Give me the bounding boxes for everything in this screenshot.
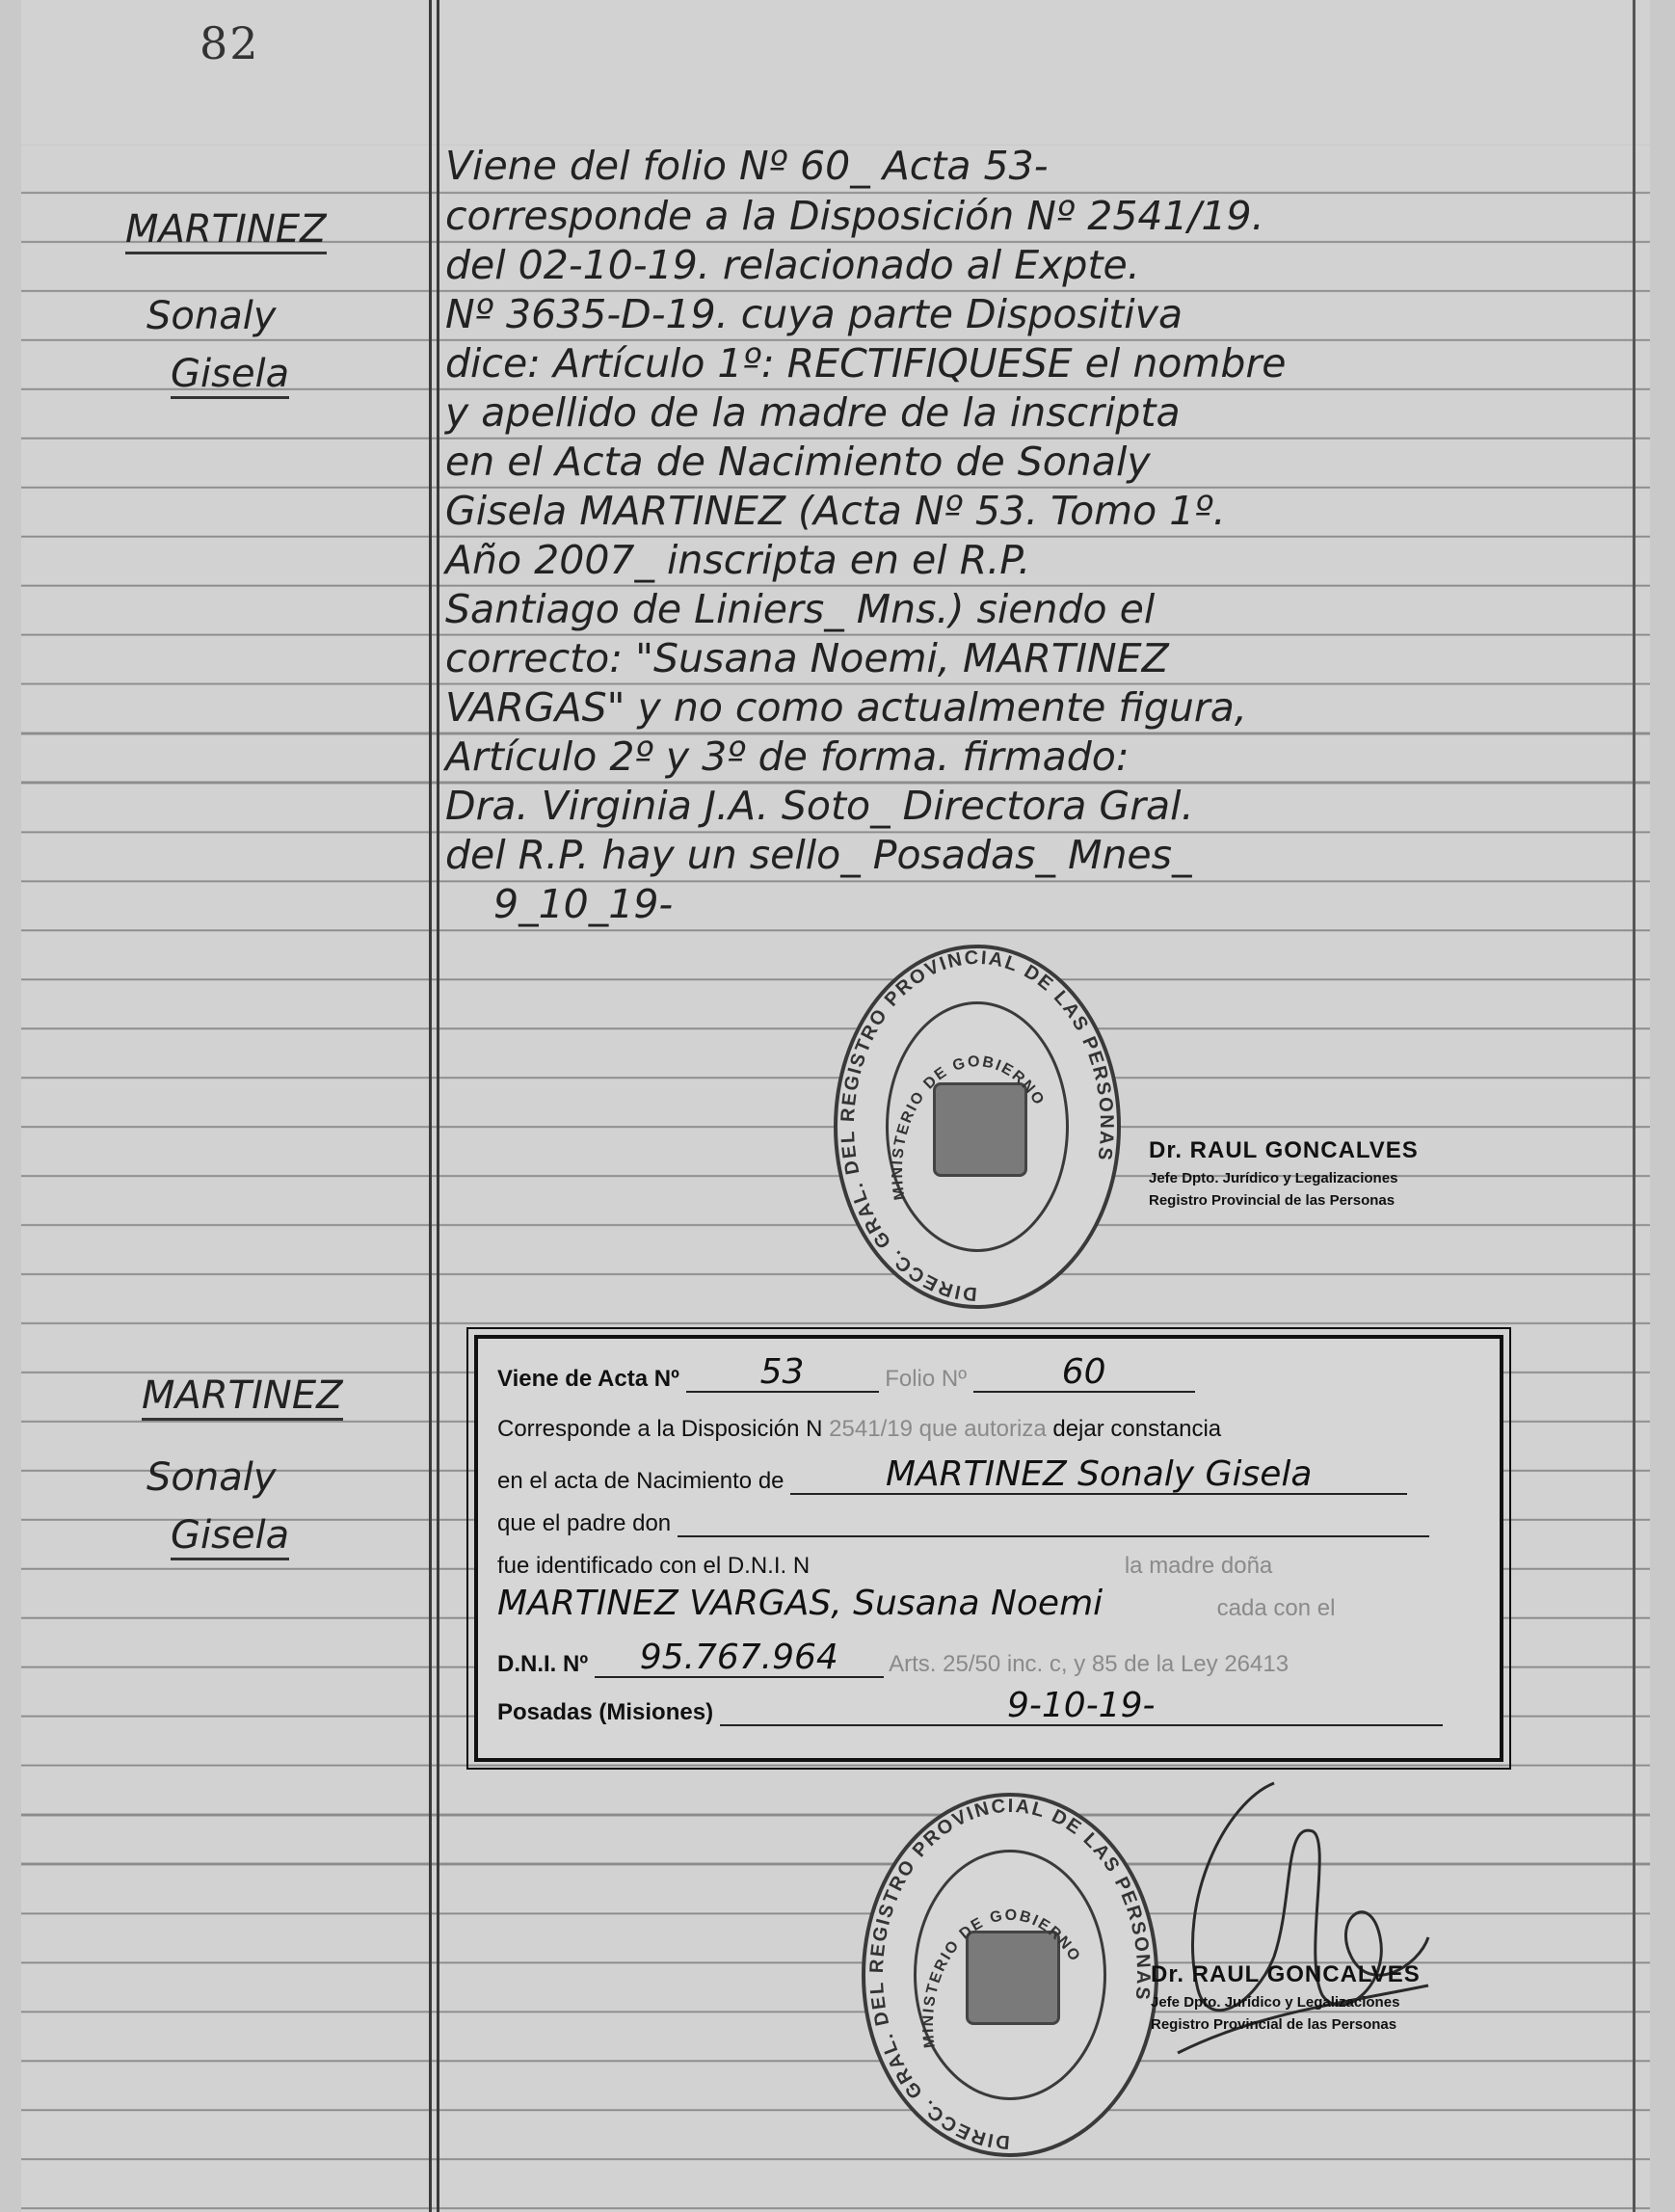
acta-label: Viene de Acta Nº (497, 1366, 679, 1392)
signature-block-2 (1151, 1961, 1421, 2033)
acta-value: 53 (686, 1354, 879, 1393)
entry2-margin-given-1: Sonaly (146, 1455, 277, 1500)
margin-divider-right (437, 0, 439, 2212)
stamp-ring-text (838, 948, 1117, 1305)
padre-label: que el padre don (497, 1510, 672, 1536)
note-line-1: Viene del folio Nº 60_ Acta 53- (445, 143, 1049, 189)
form-row-padre (497, 1510, 1484, 1537)
svg-text:MINISTERIO DE GOBIERNO (920, 1907, 1083, 2049)
signatory-name: Dr. RAUL GONCALVES (1149, 1137, 1419, 1163)
note-line-7: en el Acta de Nacimiento de Sonaly (445, 439, 1151, 485)
stamp-outer-text: DIRECC. GRAL. DEL REGISTRO PROVINCIAL DE LAS PERSONAS (838, 948, 1117, 1305)
form-row-dni (497, 1639, 1484, 1678)
stamp-inner-text: MINISTERIO DE GOBIERNO (919, 1906, 1084, 2049)
page-number: 82 (199, 17, 260, 69)
note-line-5: dice: Artículo 1º: RECTIFIQUESE el nombre (445, 340, 1287, 386)
entry1-margin-surname: MARTINEZ (125, 207, 327, 254)
entry2-margin-given-2: Gisela (171, 1513, 289, 1560)
note-line-16: 9_10_19- (493, 881, 674, 927)
folio-label: Folio Nº (885, 1366, 967, 1392)
note-line-6: y apellido de la madre de la inscripta (445, 389, 1181, 436)
entry2-margin-surname: MARTINEZ (142, 1373, 343, 1421)
signature-block-1 (1149, 1137, 1419, 1209)
signatory-name: Dr. RAUL GONCALVES (1151, 1961, 1421, 1987)
note-line-14: Dra. Virginia J.A. Soto_ Directora Gral. (445, 783, 1194, 829)
note-line-13: Artículo 2º y 3º de forma. firmado: (445, 733, 1130, 780)
svg-text:MINISTERIO DE GOBIERNO (890, 1053, 1048, 1201)
identificado-label: fue identificado con el D.N.I. N (497, 1553, 811, 1579)
disposicion-faint-text: 2541/19 que autoriza (829, 1416, 1047, 1442)
official-stamp-1 (834, 945, 1121, 1309)
entry1-margin-given-1: Sonaly (146, 294, 277, 338)
madre-tail: cada con el (1216, 1595, 1336, 1621)
disposicion-label: Corresponde a la Disposición N (497, 1416, 823, 1442)
padre-value (678, 1535, 1429, 1537)
handwritten-signature-icon (1139, 1764, 1457, 2082)
madre-label: la madre doña (1124, 1553, 1273, 1579)
form-row-posadas (497, 1688, 1484, 1726)
note-line-12: VARGAS" y no como actualmente figura, (445, 684, 1247, 731)
form-row-madre (497, 1586, 1484, 1622)
folio-value: 60 (973, 1354, 1195, 1393)
note-line-2: corresponde a la Disposición Nº 2541/19. (445, 193, 1264, 239)
note-line-15: del R.P. hay un sello_ Posadas_ Mnes_ (445, 832, 1192, 878)
dni-label: D.N.I. Nº (497, 1651, 589, 1677)
signatory-registry: Registro Provincial de las Personas (1151, 2016, 1397, 2033)
ley-text: Arts. 25/50 inc. c, y 85 de la Ley 26413 (889, 1651, 1289, 1677)
note-line-10: Santiago de Liniers_ Mns.) siendo el (445, 586, 1156, 632)
note-line-9: Año 2007_ inscripta en el R.P. (445, 537, 1031, 583)
note-line-4: Nº 3635-D-19. cuya parte Dispositiva (445, 291, 1183, 337)
nacimiento-value: MARTINEZ Sonaly Gisela (790, 1456, 1407, 1495)
stamp-ring-text (865, 1797, 1155, 2153)
posadas-label: Posadas (Misiones) (497, 1699, 714, 1725)
note-line-11: correcto: "Susana Noemi, MARTINEZ (445, 635, 1169, 681)
date-value: 9-10-19- (720, 1688, 1443, 1726)
entry1-margin-given-2: Gisela (171, 352, 289, 399)
annotation-form-box (474, 1335, 1503, 1762)
form-row-disposicion (497, 1416, 1484, 1443)
madre-value: MARTINEZ VARGAS, Susana Noemi (497, 1584, 1103, 1623)
top-band (21, 0, 1650, 145)
svg-text:DIRECC. GRAL. DEL REGISTRO PRO (838, 948, 1117, 1304)
dni-value: 95.767.964 (595, 1639, 884, 1678)
stamp-outer-text: DIRECC. GRAL. DEL REGISTRO PROVINCIAL DE LAS PERSONAS (865, 1797, 1155, 2153)
signatory-title: Jefe Dpto. Jurídico y Legalizaciones (1151, 1994, 1400, 2011)
form-row-acta (497, 1354, 1484, 1393)
margin-divider-left (429, 0, 432, 2212)
signatory-title: Jefe Dpto. Jurídico y Legalizaciones (1149, 1170, 1398, 1186)
stamp-inner-text: MINISTERIO DE GOBIERNO (889, 1053, 1049, 1202)
page-right-edge (1633, 0, 1635, 2212)
nacimiento-label: en el acta de Nacimiento de (497, 1468, 784, 1494)
signatory-registry: Registro Provincial de las Personas (1149, 1192, 1396, 1209)
disposicion-tail: dejar constancia (1052, 1416, 1222, 1442)
note-line-3: del 02-10-19. relacionado al Expte. (445, 242, 1140, 288)
form-row-nacimiento (497, 1456, 1484, 1495)
svg-text:DIRECC. GRAL. DEL REGISTRO PRO (866, 1797, 1154, 2152)
form-row-identificado (497, 1553, 1484, 1580)
note-line-8: Gisela MARTINEZ (Acta Nº 53. Tomo 1º. (445, 488, 1226, 534)
official-stamp-2 (862, 1793, 1158, 2157)
register-page (21, 0, 1650, 2212)
